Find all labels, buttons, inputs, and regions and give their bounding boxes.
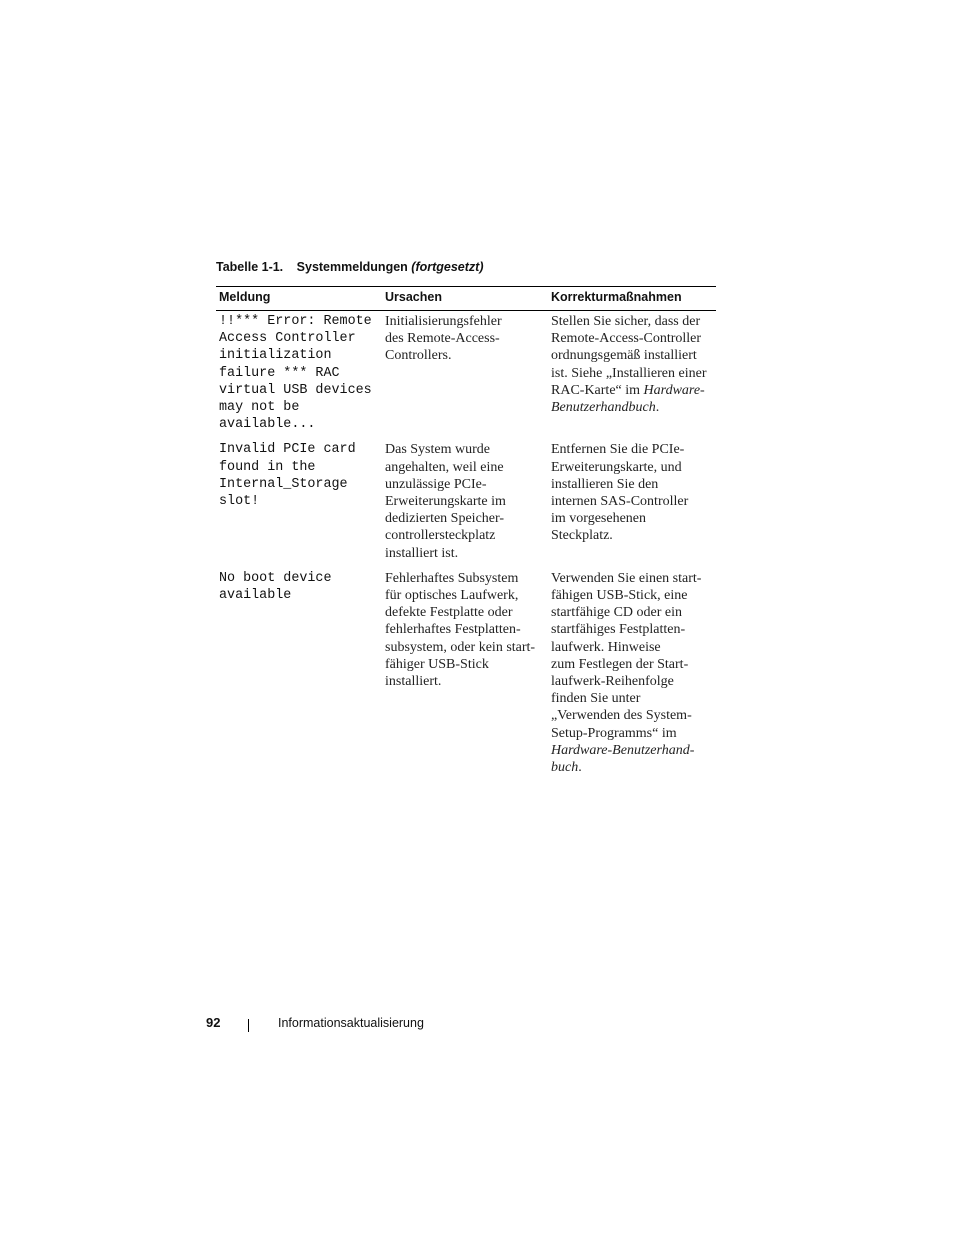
message-line: may not be [219,400,300,416]
action-line: „Verwenden des System- [551,708,692,724]
message-line: available... [219,417,316,433]
table-caption-title: Systemmeldungen [296,260,408,274]
cause-line: Das System wurde [385,442,490,458]
cause-cell [382,441,548,569]
cause-line: subsystem, oder kein start- [385,639,536,655]
action-line: startfähige CD oder ein [551,605,683,621]
cause-line: defekte Festplatte oder [385,605,513,621]
table-row [216,441,716,569]
action-line: Stellen Sie sicher, dass der [551,314,701,329]
message-line: No boot device [219,570,332,586]
action-line: laufwerk. Hinweise [551,639,661,655]
action-text: . [578,760,582,776]
message-line: failure *** RAC [219,365,340,381]
action-line: startfähiges Festplatten- [551,622,686,638]
action-text: . [655,400,660,416]
action-line: Entfernen Sie die PCIe- [551,442,685,458]
cause-cell [382,570,548,776]
action-line [551,759,713,776]
action-line: internen SAS-Controller [551,494,689,510]
cause-line: für optisches Laufwerk, [385,588,519,604]
action-line: finden Sie unter [551,691,641,707]
action-line: fähigen USB-Stick, eine [551,588,688,604]
action-line: im vorgesehenen [551,511,646,527]
cause-line: installiert ist. [385,545,459,561]
cause-line: installiert. [385,674,442,690]
manual-title-italic: Hardware- [643,382,705,398]
cause-line: unzulässige PCIe- [385,476,487,492]
action-line: zum Festlegen der Start- [551,656,689,672]
action-line: ordnungsgemäß installiert [551,348,697,364]
cause-line: controllersteckplatz [385,528,496,544]
cause-line: dedizierten Speicher- [385,511,505,527]
action-cell [548,570,716,776]
action-line [551,382,713,399]
cause-line: fehlerhaftes Festplatten- [385,622,521,638]
action-cell [548,311,716,442]
table-caption-label: Tabelle 1-1. [216,260,284,274]
message-line: Access Controller [219,331,356,347]
manual-title-italic: Benutzerhandbuch [551,400,656,416]
table-row [216,570,716,776]
action-line: Remote-Access-Controller [551,331,702,347]
action-line: Verwenden Sie einen start- [551,570,702,586]
action-line: Setup-Programms“ im [551,725,677,741]
action-line: Erweiterungskarte, und [551,459,682,475]
cause-line: Erweiterungskarte im [385,494,506,510]
message-line: !!*** Error: Remote [219,314,372,329]
cause-line: Controllers. [385,348,452,364]
header-ursachen: Ursachen [382,287,548,311]
footer-divider [248,1019,249,1032]
message-line: slot! [219,494,260,510]
message-cell [216,570,382,776]
action-line: installieren Sie den [551,476,659,492]
manual-title-italic: Hardware-Benutzerhand- [551,742,695,758]
action-line: laufwerk-Reihenfolge [551,674,674,690]
action-text: RAC-Karte“ im [551,382,644,398]
message-cell [216,311,382,442]
header-meldung: Meldung [216,287,382,311]
message-line: virtual USB devices [219,382,372,398]
table-caption [216,260,484,274]
cause-line: fähiger USB-Stick [385,656,489,672]
message-line: Invalid PCIe card [219,442,356,458]
message-line: available [219,588,292,604]
action-line [551,399,713,416]
message-cell [216,441,382,569]
action-line: Steckplatz. [551,528,613,544]
action-line: ist. Siehe „Installieren einer [551,365,707,381]
message-line: found in the [219,459,316,475]
cause-line: des Remote-Access- [385,331,500,347]
cause-line: Initialisierungsfehler [385,314,502,329]
table-row [216,311,716,442]
cause-line: angehalten, weil eine [385,459,504,475]
action-cell [548,441,716,569]
footer-section-title: Informationsaktualisierung [278,1016,424,1030]
message-line: Internal_Storage [219,476,348,492]
cause-line: Fehlerhaftes Subsystem [385,570,519,586]
manual-title-italic: buch [551,760,579,776]
system-messages-table [216,286,716,776]
table-header-row [216,287,716,311]
table-caption-continued: (fortgesetzt) [411,260,484,274]
page-number: 92 [206,1015,221,1030]
header-korrekturmassnahmen: Korrekturmaßnahmen [548,287,716,311]
cause-cell [382,311,548,442]
message-line: initialization [219,348,332,364]
